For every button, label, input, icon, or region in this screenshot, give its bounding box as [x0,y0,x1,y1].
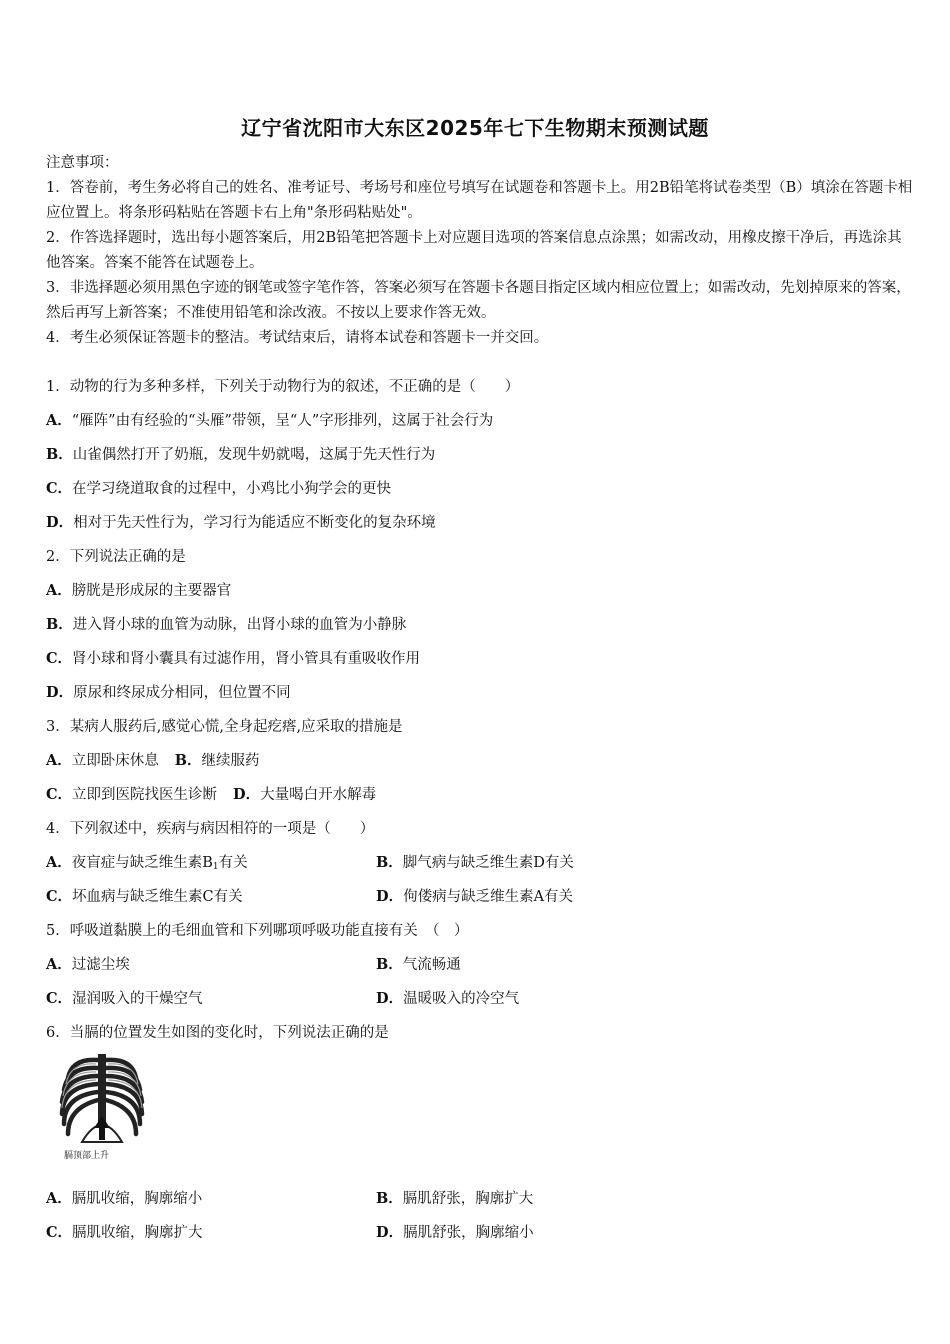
option-label: D． [376,990,404,1007]
question-4-option-c [46,885,243,906]
question-5-stem: 5．呼吸道黏膜上的毛细血管和下列哪项呼吸功能直接有关 （ ） [46,923,469,939]
option-text: 大量喝白开水解毒 [260,787,377,803]
option-text: 温暖吸入的冷空气 [403,991,520,1007]
option-text: 佝偻病与缺乏维生素A有关 [403,889,574,905]
option-text: 进入肾小球的血管为动脉，出肾小球的血管为小静脉 [72,617,407,633]
question-2-option-c [46,647,420,668]
option-text: 原尿和终尿成分相同，但位置不同 [73,685,291,701]
question-3-options-cd [46,783,376,804]
option-label: B． [174,752,202,769]
question-3-stem: 3．某病人服药后,感觉心慌,全身起疙瘩,应采取的措施是 [46,719,403,735]
subscript: 1 [212,862,219,872]
question-5-option-a [46,953,130,974]
question-1-option-d [46,511,436,532]
option-text: “雁阵”由有经验的“头雁”带领，呈“人”字形排列，这属于社会行为 [71,413,494,429]
question-2-option-d [46,681,291,702]
option-label: D． [376,888,404,905]
option-label: A． [46,752,72,769]
option-label: A． [46,412,72,429]
question-6-option-c [46,1221,203,1242]
option-text: 山雀偶然打开了奶瓶，发现牛奶就喝，这属于先天性行为 [72,447,436,463]
question-3-options-ab [46,749,260,770]
option-text: 过滤尘埃 [71,957,130,973]
ribcage-illustration [52,1050,152,1150]
question-1-stem: 1．动物的行为多种多样，下列关于动物行为的叙述，不正确的是（ ） [46,379,520,395]
question-2-stem: 2．下列说法正确的是 [46,549,186,565]
question-4-option-a [46,851,248,872]
option-text: 脚气病与缺乏维生素D有关 [402,855,574,871]
option-text: 坏血病与缺乏维生素C有关 [72,889,243,905]
question-6-option-b [376,1187,533,1208]
question-5-option-d [376,987,519,1008]
option-label: D． [233,786,261,803]
option-text: 膈肌收缩，胸廓缩小 [71,1191,203,1207]
option-label: D． [46,684,74,701]
notes-heading: 注意事项： [46,155,119,171]
option-text: 肾小球和肾小囊具有过滤作用，肾小管具有重吸收作用 [72,651,421,667]
option-label: C． [46,650,73,667]
note-item: 1．答卷前，考生务必将自己的姓名、准考证号、考场号和座位号填写在试题卷和答题卡上。用2B铅笔将试卷类型（B）填涂在答题卡相应位置上。将条形码粘贴在答题卡右上角"条形码粘贴处"。 [46,180,913,221]
option-label: A． [46,956,72,973]
option-label: A． [46,582,72,599]
option-label: B． [376,1190,403,1207]
question-2-option-b [46,613,406,634]
notes-section [46,151,916,351]
option-label: A． [46,1190,72,1207]
question-6-option-d [376,1221,534,1242]
question-6-stem: 6．当膈的位置发生如图的变化时，下列说法正确的是 [46,1025,389,1041]
option-text: 膈肌收缩，胸廓扩大 [72,1225,203,1241]
question-4-option-d [376,885,573,906]
option-label: B． [46,616,73,633]
question-1-option-c [46,477,391,498]
option-text: 湿润吸入的干燥空气 [72,991,203,1007]
question-5-option-b [376,953,461,974]
question-4-option-b [376,851,574,872]
option-label: B． [376,854,403,871]
option-text: 膈肌舒张，胸廓扩大 [402,1191,534,1207]
option-text: 气流畅通 [402,957,461,973]
option-text: 夜盲症与缺乏维生素B [71,855,213,871]
option-text: 有关 [218,855,248,871]
note-item: 3．非选择题必须用黑色字迹的钢笔或签字笔作答，答案必须写在答题卡各题目指定区域内相应位置上；如需改动，先划掉原来的答案，然后再写上新答案；不准使用铅笔和涂改液。不按以上要求作答无效。 [46,280,911,321]
option-label: C． [46,786,73,803]
note-item: 2．作答选择题时，选出每小题答案后，用2B铅笔把答题卡上对应题目选项的答案信息点涂黑；如需改动，用橡皮擦干净后，再选涂其他答案。答案不能答在试题卷上。 [46,230,902,271]
option-text: 膈肌舒张，胸廓缩小 [403,1225,534,1241]
option-text: 继续服药 [201,753,260,769]
page-title: 辽宁省沈阳市大东区2025年七下生物期末预测试题 [241,116,709,140]
option-text: 膀胱是形成尿的主要器官 [71,583,232,599]
option-label: D． [376,1224,404,1241]
question-6-option-a [46,1187,202,1208]
question-4-stem: 4．下列叙述中，疾病与病因相符的一项是（ ） [46,821,375,837]
option-text: 立即卧床休息 [71,753,159,769]
option-label: C． [46,1224,73,1241]
option-label: C． [46,990,73,1007]
question-1-option-a [46,409,493,430]
option-label: B． [46,446,73,463]
option-label: C． [46,888,73,905]
note-item: 4．考生必须保证答题卡的整洁。考试结束后，请将本试卷和答题卡一并交回。 [46,330,549,346]
option-text: 立即到医院找医生诊断 [72,787,218,803]
option-label: A． [46,854,72,871]
question-1-option-b [46,443,435,464]
option-label: B． [376,956,403,973]
option-label: D． [46,514,74,531]
option-text: 在学习绕道取食的过程中，小鸡比小狗学会的更快 [72,481,392,497]
question-5-option-c [46,987,203,1008]
question-2-option-a [46,579,231,600]
option-label: C． [46,480,73,497]
option-text: 相对于先天性行为，学习行为能适应不断变化的复杂环境 [73,515,436,531]
figure-caption: 膈顶部上升 [64,1151,110,1161]
